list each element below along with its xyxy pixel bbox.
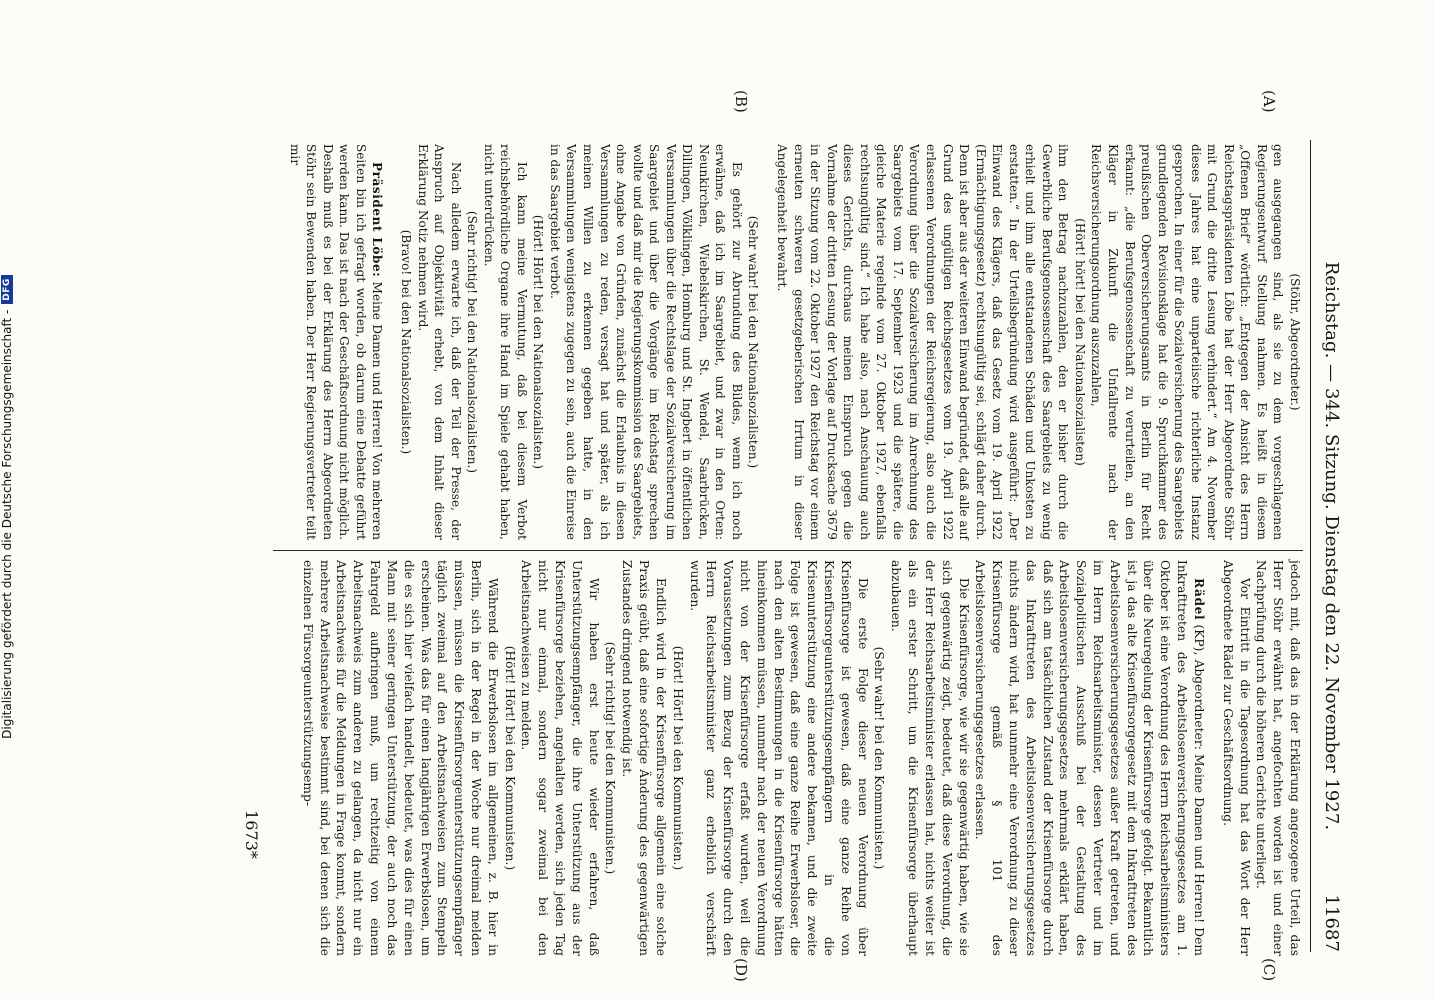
interjection	[464, 144, 481, 540]
body-paragraph	[888, 560, 972, 956]
margin-letter-a: (A)	[1260, 90, 1278, 113]
interjection	[871, 560, 888, 956]
body-paragraph	[518, 560, 602, 956]
body-paragraph	[546, 144, 745, 540]
paragraph-text: (Sehr richtig! bei den Kommunisten.)	[603, 641, 618, 875]
speaker-paragraph	[286, 144, 385, 540]
paragraph-text: ihm den Betrag nachzuzahlen, den er bisher durch die Gewerbliche Berufsgenossenschaft des Saargebiets zu wenig erhielt und ihm alle entstandenen Schäden und Unkosten zu erstatten.“ In der Urteilsbegründung wird ausgeführt: „Der Einwand des Klägers, daß das Gesetz vom 19. April 1922 (Ermächtigungsgesetz) rechtsungültig sei, schlägt daher durch. Denn ist aber aus der weiteren Einwand begründet, daß alle auf Grund des ungültigen Reichsgesetzes vom 19. April 1922 erlassenen Verordnungen der Reichsregierung, also auch die Verordnung über die Sozialversicherung im Anrechnung des Saargebiets vom 17. September 1923 und die spätere, die gleiche Materie regelnde vom 27. Oktober 1927, ebenfalls rechtsungültig sind.“ Ich habe also, nach Anschauung auch dieses Gerichts, durchaus meinen Einspruch gegen die Vornahme der dritten Lesung der Vorlage auf Drucksache 3679 in der Sitzung vom 22. Oktober 1927 den Reichstag vor einem erneuten schweren gesetzgeberischen Irrtum in dieser Angelegenheit bewahrt.	[775, 144, 1071, 540]
paragraph-text: (Sehr wahr! bei den Kommunisten.)	[872, 646, 887, 870]
paragraph-text: Während die Erwerbslosen im allgemeinen, z. B. hier in Berlin, sich in der Regel in der Woche nur dreimal melden müssen, müssen die Krisenfürsorgeunterstützungsempfänger täglich zweimal auf den Arbeitsnachweisen zum Stempeln erscheinen. Was das für einen langjährigen Erwerbslosen, um die es sich hier vielfach handelt, bedeutet, was dies für einen Mann mit seiner geringen Unterstützung, der auch noch das Fahrgeld aufbringen muß, um rechtzeitig von einem Arbeitsnachweis zum anderen zu gelangen, da nicht nur ein Arbeitsnachweis für die Meldungen in Frage kommt, sondern mehrere Arbeitsnachweise bestimmt sind, bei denen sich die einzelnen Fürsorgeunterstützungsemp-	[300, 560, 500, 956]
column-divider	[273, 550, 1303, 551]
right-column	[299, 560, 1303, 956]
interjection	[530, 144, 547, 540]
paragraph-text: gen ausgegangen sind, als sie zu dem vorgeschlagenen Regierungsentwurf Stellung nahmen. Es heißt in diesem „Offenen Brief“ wörtlich: „Entgegen der Ansicht des Herrn Reichstagspräsidenten Löbe hat der Herr Abgeordnete Stöhr mit Grund die dritte Lesung verhindert.“ Am 4. November dieses Jahres hat eine unparteiische richterliche Instanz gesprochen. In einer für die Sozialversicherung des Saargebiets grundlegenden Revisionsklage hat die 9. Spruchkammer des preußischen Oberversicherungsamts in Berlin für Recht erkannt: „die Berufsgenossenschaft zu verurteilen, an den Kläger in Zukunft die Unfallrente nach der Reichsversicherungsordnung auszuzahlen,	[1089, 144, 1286, 540]
paragraph-text: (Hört! hört! bei den Nationalsozialisten)	[1072, 218, 1087, 466]
paragraph-text: Die erste Folge dieser neuen Verordnung über Krisenfürsorge ist gewesen, daß eine ganze Reihe von Krisenfürsorgeunterstützungsempfängern in die Krisenunterstützung eine andere bekamen, und die zweite Folge ist gewesen, daß eine ganze Reihe Erwerbsloser, die nach den alten Bestimmungen in die Krisenfürsorge hätten hineinkommen müssen, nunmehr nach der neuen Verordnung nicht von der Krisenfürsorge erfaßt wurden, weil die Voraussetzungen zum Bezug der Krisenfürsorge durch den Herrn Reichsarbeitsminister ganz erheblich verschärft wurden.	[687, 560, 870, 956]
margin-letter-d: (D)	[732, 958, 750, 982]
interjection	[745, 144, 762, 540]
digitization-credit	[0, 217, 18, 797]
paragraph-text: (Sehr richtig! bei den Nationalsozialisten.)	[465, 210, 480, 474]
header-rule	[1310, 140, 1311, 952]
paragraph-text: Wir haben erst heute wieder erfahren, daß Unterstützungsempfänger, die ihre Unterstützung aus der Krisenfürsorge beziehen, angehalten werden, sich jeden Tag nicht nur einmal, sondern sogar zweimal bei den Arbeitsnachweisen zu melden.	[519, 560, 601, 956]
body-paragraph	[299, 560, 501, 956]
footer-number: 1673*	[242, 810, 261, 859]
dfg-logo: DFG	[1, 275, 13, 304]
body-paragraph	[1219, 560, 1253, 956]
paragraph-text: Nach alledem erwarte ich, daß der Teil der Presse, der Anspruch auf Objektivität erhebt, von dem Inhalt dieser Erklärung Notiz nehmen wird.	[415, 144, 463, 540]
paragraph-text: Die Krisenfürsorge, wie wir sie gegenwärtig haben, wie sie sich gegenwärtig zeigt, bedeutet, daß diese Verordnung, die der Herr Reichsarbeitsminister erlassen hat, nichts weiter ist als ein erster Schritt, um die Krisenfürsorge überhaupt abzubauen.	[889, 560, 971, 956]
body-paragraph	[1253, 560, 1303, 956]
body-paragraph	[619, 560, 669, 956]
paragraph-text: (Stöhr, Abgeordneter.)	[1288, 273, 1302, 411]
left-column	[286, 144, 1303, 540]
interjection	[669, 560, 686, 956]
body-paragraph	[686, 560, 871, 956]
speaker-name: Rädel	[1191, 578, 1206, 621]
rotated-page	[77, 50, 1357, 982]
speaker-paragraph	[972, 560, 1207, 956]
body-paragraph	[1088, 144, 1287, 540]
paragraph-text: jedoch mit, daß das in der Erklärung angezogene Urteil, das Herr Stöhr erwähnt hat, angefochten worden ist und einer Nachprüfung durch die höheren Gerichte unterliegt.	[1254, 560, 1302, 956]
header-title: Reichstag. — 344. Sitzung. Dienstag den 22. November 1927.	[1321, 261, 1342, 831]
running-header	[1319, 140, 1343, 952]
interjection	[1286, 144, 1303, 540]
interjection	[602, 560, 619, 956]
body-paragraph	[774, 144, 1072, 540]
paragraph-text: Ich kann meine Vermutung, daß bei diesem Verbot reichsbehördliche Organe ihre Hand im Spiele gehabt haben, nicht unterdrücken.	[481, 144, 529, 540]
paragraph-text: Endlich wird in der Krisenfürsorge allgemein eine solche Praxis geübt, daß eine sofortige Änderung des gegenwärtigen Zustandes dringend notwendig ist.	[620, 560, 668, 956]
margin-letter-b: (B)	[732, 90, 750, 113]
credit-text: Digitalisierung gefördert durch die Deutsche Forschungsgemeinschaft -	[0, 309, 14, 739]
paragraph-text: (Bravo! bei den Nationalsozialisten.)	[399, 229, 414, 455]
paragraph-text: (Hört! Hört! bei den Nationalsozialisten.)	[531, 214, 546, 470]
paragraph-text: (Hört! Hört! bei den Kommunisten.)	[502, 645, 517, 871]
body-paragraph	[414, 144, 464, 540]
interjection	[397, 144, 414, 540]
paragraph-text: (KP), Abgeordneter: Meine Damen und Herren! Dem Inkrafttreten des Arbeitslosenversicherungsgesetzes am 1. Oktober ist eine Verordnung des Herrn Reichsarbeitsministers über die Neuregelung der Krisenfürsorge gefolgt. Bekanntlich ist ja das alte Krisenfürsorgegesetz mit dem Inkrafttreten des Arbeitslosenversicherungsgesetzes außer Kraft getreten, und im Herrn Reichsarbeitsminister, dessen Vertreter und im Sozialpolitischen Ausschuß bei der Gestaltung des Arbeitslosenversicherungsgesetzes mehrmals erklärt haben, daß sich am tatsächlichen Zustand der Krisenfürsorge durch das Inkrafttreten des Arbeitslosenversicherungsgesetzes nichts ändern wird, hat nunmehr eine Verordnung zu dieser Krisenfürsorge gemäß § 101 des Arbeitslosenversicherungsgesetzes erlassen.	[973, 560, 1206, 956]
paragraph-text: Meine Damen und Herren! Von mehreren Seiten bin ich gefragt worden, ob darum eine Debatte geführt werden kann. Das ist nach der Geschäftsordnung nicht möglich. Deshalb muß es bei der Erklärung des Herrn Abgeordneten Stöhr sein Bewenden haben. Der Herr Regierungsvertreter teilt mir	[287, 144, 385, 540]
body-paragraph	[480, 144, 530, 540]
paragraph-text: (Sehr wahr! bei den Nationalsozialisten.)	[746, 215, 761, 469]
interjection	[1071, 144, 1088, 540]
paragraph-text: Es gehört zur Abrundung des Bildes, wenn ich noch erwähne, daß ich im Saargebiet, und zwar in den Orten: Neunkirchen, Wiebelskirchen, St. Wendel, Saarbrücken, Dillingen, Völklingen, Homburg und St. Ingbert in öffentlichen Versammlungen über die Rechtslage der Sozialversicherung im Saargebiet und über die Vorgänge im Reichstag sprechen wollte und daß mir die Regierungskommission des Saargebiets, ohne Angabe von Gründen, zunächst die Erlaubnis in diesen Versammlungen zu reden, versagt hat und später, als ich meinen Willen zu erkennen gegeben hatte, in den Versammlungen wenigstens zugegen zu sein, auch die Einreise in das Saargebiet verbot.	[547, 144, 744, 540]
page-number: 11687	[1321, 894, 1342, 952]
paragraph-text: Vor Eintritt in die Tagesordnung hat das Wort der Herr Abgeordnete Rädel zur Geschäftsordnung.	[1220, 560, 1252, 956]
margin-letter-c: (C)	[1260, 958, 1278, 982]
paragraph-text: (Hört! Hört! bei den Kommunisten.)	[670, 645, 685, 871]
interjection	[501, 560, 518, 956]
speaker-name: Präsident Löbe:	[370, 162, 385, 278]
